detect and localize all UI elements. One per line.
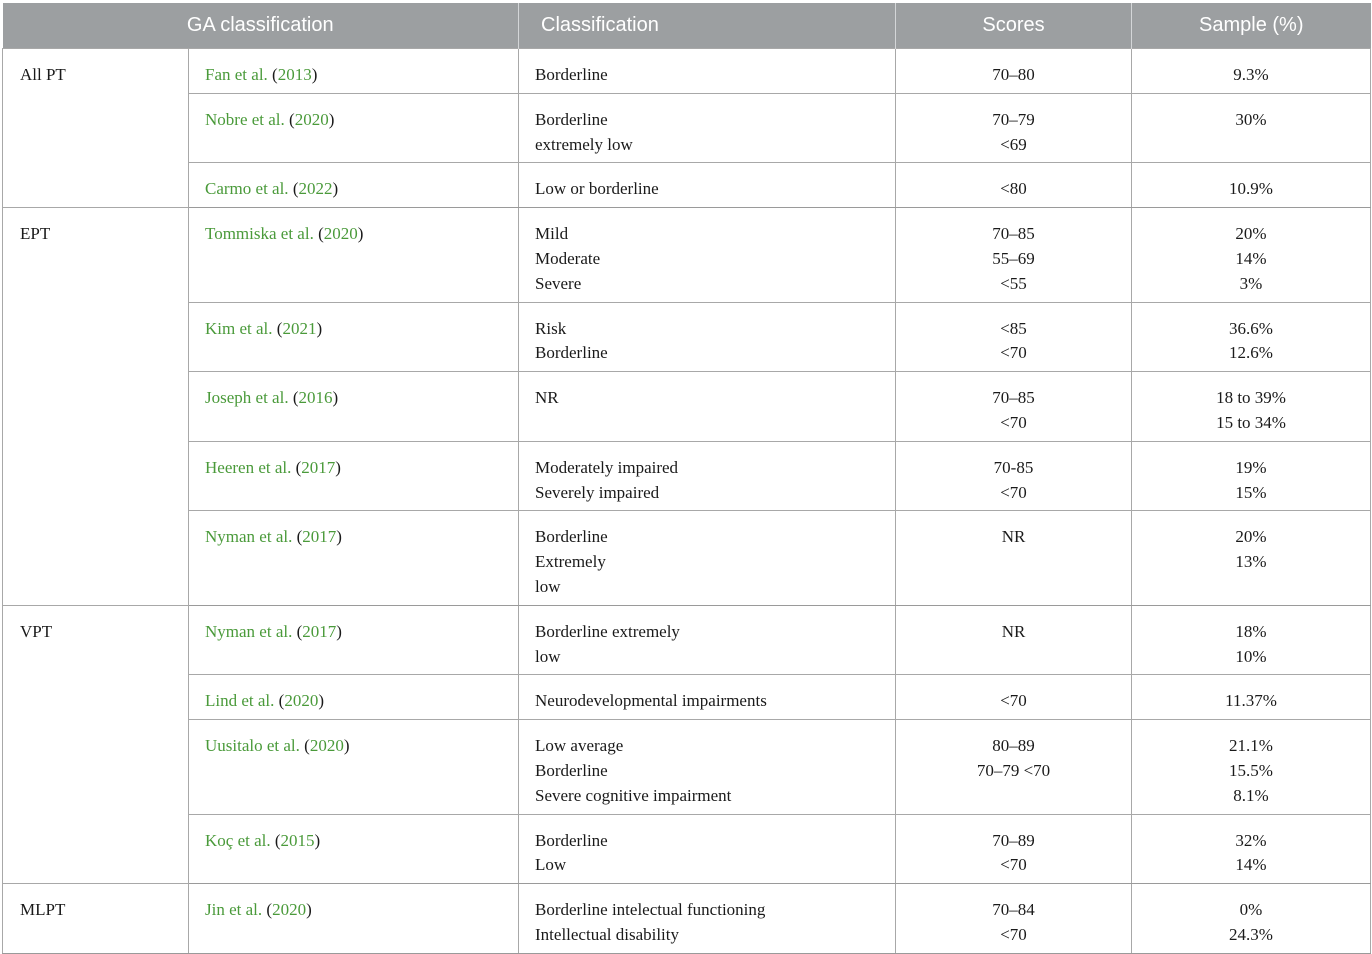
open-paren: ( xyxy=(313,224,324,244)
scores-cell xyxy=(896,93,1132,163)
classification-cell xyxy=(519,208,896,302)
scores-line: <70 xyxy=(1000,855,1027,875)
sample-line: 21.1% xyxy=(1229,736,1273,756)
study-cell xyxy=(189,605,519,675)
sample-line: 36.6% xyxy=(1229,318,1273,338)
open-paren: ( xyxy=(270,830,281,850)
sample-line: 10% xyxy=(1235,646,1267,666)
scores-line: <70 xyxy=(1000,482,1027,502)
sample-cell xyxy=(1132,511,1371,605)
sample-cell xyxy=(1132,675,1371,720)
scores-cell xyxy=(896,441,1132,511)
scores-cell xyxy=(896,511,1132,605)
table-row xyxy=(3,372,1371,442)
scores-cell xyxy=(896,675,1132,720)
study-author-link[interactable]: Tommiska et al. xyxy=(205,224,314,244)
table-row xyxy=(3,93,1371,163)
sample-line: 15% xyxy=(1235,482,1267,502)
open-paren: ( xyxy=(292,621,303,641)
classification-line: Extremely xyxy=(535,552,606,572)
close-paren: ) xyxy=(316,318,323,338)
sample-cell xyxy=(1132,605,1371,675)
close-paren: ) xyxy=(336,621,342,641)
study-year-link[interactable]: 2016 xyxy=(298,388,333,408)
classification-line: Moderately impaired xyxy=(535,457,679,477)
sample-line: 11.37% xyxy=(1225,691,1277,711)
scores-line: <69 xyxy=(1000,134,1027,154)
sample-line: 8.1% xyxy=(1233,785,1269,805)
sample-line: 20% xyxy=(1235,527,1267,547)
classification-line: Neurodevelopmental impairments xyxy=(535,691,767,711)
study-cell xyxy=(189,814,519,884)
open-paren: ( xyxy=(288,179,299,199)
classification-line: Borderline xyxy=(535,65,608,84)
study-author-link[interactable]: Fan et al. xyxy=(205,65,268,84)
study-year-link[interactable]: 2020 xyxy=(309,736,344,756)
classification-line: Risk xyxy=(535,318,567,338)
classification-cell xyxy=(519,511,896,605)
classification-cell xyxy=(519,814,896,884)
classification-cell xyxy=(519,605,896,675)
open-paren: ( xyxy=(284,109,295,129)
open-paren: ( xyxy=(267,65,278,84)
open-paren: ( xyxy=(272,318,283,338)
sample-line: 24.3% xyxy=(1229,924,1273,944)
close-paren: ) xyxy=(335,457,341,477)
scores-line: 70–84 xyxy=(992,900,1035,920)
header-scores: Scores xyxy=(896,3,1132,49)
scores-line: 70–85 xyxy=(992,388,1035,408)
sample-cell xyxy=(1132,93,1371,163)
scores-line: 55–69 xyxy=(992,248,1035,268)
study-cell xyxy=(189,441,519,511)
sample-line: 32% xyxy=(1235,830,1267,850)
table-row xyxy=(3,49,1371,94)
study-cell xyxy=(189,372,519,442)
close-paren: ) xyxy=(314,830,321,850)
scores-cell xyxy=(896,720,1132,814)
scores-line: <70 xyxy=(1000,412,1027,432)
scores-line: <80 xyxy=(1000,179,1027,199)
sample-line: 9.3% xyxy=(1233,65,1269,84)
classification-cell xyxy=(519,441,896,511)
table-row xyxy=(3,441,1371,511)
classification-cell xyxy=(519,163,896,208)
scores-cell xyxy=(896,49,1132,94)
scores-cell xyxy=(896,884,1132,954)
classification-line: Severe xyxy=(535,273,582,293)
sample-cell xyxy=(1132,884,1371,954)
classification-line: Borderline xyxy=(535,109,608,129)
study-cell xyxy=(189,720,519,814)
scores-cell xyxy=(896,372,1132,442)
close-paren: ) xyxy=(318,691,324,711)
sample-cell xyxy=(1132,720,1371,814)
scores-line: 70–89 xyxy=(992,830,1035,850)
scores-line: NR xyxy=(1001,621,1026,641)
classification-line: Intellectual disability xyxy=(535,924,680,944)
study-cell xyxy=(189,93,519,163)
sample-line: 14% xyxy=(1235,248,1267,268)
scores-line: 70–79 <70 xyxy=(976,760,1051,780)
close-paren: ) xyxy=(328,109,335,129)
study-year-link[interactable]: 2020 xyxy=(284,691,319,711)
classification-cell xyxy=(519,302,896,372)
classification-cell xyxy=(519,884,896,954)
study-cell xyxy=(189,208,519,302)
table-row xyxy=(3,675,1371,720)
scores-line: <70 xyxy=(1000,924,1027,944)
header-sample: Sample (%) xyxy=(1132,3,1371,49)
study-author-link[interactable]: Nobre et al. xyxy=(205,109,285,129)
classification-cell xyxy=(519,49,896,94)
study-year-link[interactable]: 2017 xyxy=(301,457,336,477)
study-author-link[interactable]: Kim et al. xyxy=(205,318,273,338)
sample-line: 13% xyxy=(1235,552,1267,572)
study-year-link[interactable]: 2015 xyxy=(280,830,315,850)
sample-line: 15 to 34% xyxy=(1216,412,1286,432)
study-cell xyxy=(189,163,519,208)
classification-line: Low average xyxy=(535,736,624,756)
scores-cell xyxy=(896,208,1132,302)
sample-line: 19% xyxy=(1235,457,1267,477)
classification-line: Borderline xyxy=(535,830,608,850)
classification-line: Severely impaired xyxy=(535,482,660,502)
close-paren: ) xyxy=(306,900,312,920)
classification-line: Borderline extremely xyxy=(535,621,680,641)
open-paren: ( xyxy=(262,900,273,920)
study-author-link[interactable]: Carmo et al. xyxy=(205,179,289,199)
open-paren: ( xyxy=(299,736,310,756)
ga-classification-table xyxy=(2,3,1371,954)
study-author-link[interactable]: Koç et al. xyxy=(205,830,271,850)
ga-group-cell: MLPT xyxy=(3,884,189,954)
study-author-link[interactable]: Lind et al. xyxy=(205,691,275,711)
classification-cell xyxy=(519,93,896,163)
scores-cell xyxy=(896,605,1132,675)
scores-cell xyxy=(896,163,1132,208)
study-year-link[interactable]: 2017 xyxy=(302,527,337,547)
sample-cell xyxy=(1132,49,1371,94)
scores-line: 70–79 xyxy=(992,109,1035,129)
classification-line: Low or borderline xyxy=(535,179,659,199)
classification-line: Moderate xyxy=(535,248,601,268)
classification-line: Borderline xyxy=(535,760,608,780)
classification-line: Borderline xyxy=(535,343,608,363)
scores-line: 70–85 xyxy=(992,224,1035,244)
open-paren: ( xyxy=(292,527,303,547)
study-author-link[interactable]: Joseph et al. xyxy=(205,388,289,408)
header-ga-classification: GA classification xyxy=(3,3,519,49)
sample-cell xyxy=(1132,814,1371,884)
study-author-link[interactable]: Nyman et al. xyxy=(205,527,293,547)
close-paren: ) xyxy=(336,527,342,547)
classification-line: Mild xyxy=(535,224,569,244)
sample-cell xyxy=(1132,441,1371,511)
classification-line: Borderline xyxy=(535,527,608,547)
sample-line: 14% xyxy=(1235,855,1267,875)
classification-line: NR xyxy=(535,388,559,408)
sample-line: 3% xyxy=(1239,273,1263,293)
table-row xyxy=(3,884,1371,954)
open-paren: ( xyxy=(288,388,299,408)
study-year-link[interactable]: 2022 xyxy=(298,179,333,199)
sample-cell xyxy=(1132,372,1371,442)
scores-line: <55 xyxy=(1000,273,1027,293)
scores-line: <70 xyxy=(1000,691,1027,711)
scores-line: 80–89 xyxy=(992,736,1035,756)
sample-line: 30% xyxy=(1235,109,1267,129)
scores-line: NR xyxy=(1001,527,1026,547)
table-row xyxy=(3,208,1371,302)
classification-cell xyxy=(519,372,896,442)
study-year-link[interactable]: 2020 xyxy=(323,224,358,244)
close-paren: ) xyxy=(357,224,364,244)
table-header-row xyxy=(3,3,1371,49)
sample-line: 0% xyxy=(1239,900,1263,920)
sample-line: 10.9% xyxy=(1229,179,1273,199)
study-year-link[interactable]: 2013 xyxy=(277,65,312,84)
scores-cell xyxy=(896,302,1132,372)
study-author-link[interactable]: Heeren et al. xyxy=(205,457,292,477)
study-cell xyxy=(189,884,519,954)
classification-line: low xyxy=(535,646,561,666)
scores-line: <85 xyxy=(1000,318,1027,338)
study-year-link[interactable]: 2021 xyxy=(282,318,317,338)
scores-line: 70–80 xyxy=(992,65,1035,84)
study-cell xyxy=(189,302,519,372)
study-cell xyxy=(189,511,519,605)
classification-line: Severe cognitive impairment xyxy=(535,785,732,805)
study-author-link[interactable]: Jin et al. xyxy=(205,900,263,920)
scores-line: <70 xyxy=(1000,343,1027,363)
open-paren: ( xyxy=(291,457,302,477)
table-body xyxy=(3,49,1371,954)
close-paren: ) xyxy=(311,65,318,84)
sample-line: 18% xyxy=(1235,621,1267,641)
study-author-link[interactable]: Nyman et al. xyxy=(205,621,293,641)
table-row xyxy=(3,302,1371,372)
sample-line: 15.5% xyxy=(1229,760,1273,780)
sample-cell xyxy=(1132,163,1371,208)
sample-cell xyxy=(1132,208,1371,302)
sample-line: 20% xyxy=(1235,224,1267,244)
study-author-link[interactable]: Uusitalo et al. xyxy=(205,736,300,756)
header-classification: Classification xyxy=(519,3,896,49)
table-row xyxy=(3,511,1371,605)
table-row xyxy=(3,163,1371,208)
study-cell xyxy=(189,49,519,94)
classification-line: low xyxy=(535,576,561,596)
study-year-link[interactable]: 2020 xyxy=(294,109,329,129)
table-row xyxy=(3,720,1371,814)
sample-line: 18 to 39% xyxy=(1216,388,1286,408)
ga-group-cell: EPT xyxy=(3,208,189,606)
study-year-link[interactable]: 2020 xyxy=(272,900,307,920)
scores-line: 70-85 xyxy=(993,457,1034,477)
close-paren: ) xyxy=(332,179,339,199)
sample-cell xyxy=(1132,302,1371,372)
classification-cell xyxy=(519,720,896,814)
classification-line: Borderline intelectual functioning xyxy=(535,900,766,920)
classification-line: Low xyxy=(535,855,567,875)
ga-group-cell: VPT xyxy=(3,605,189,883)
open-paren: ( xyxy=(274,691,285,711)
classification-line: extremely low xyxy=(535,134,633,154)
ga-group-cell: All PT xyxy=(3,49,189,208)
scores-cell xyxy=(896,814,1132,884)
study-cell xyxy=(189,675,519,720)
table-row xyxy=(3,605,1371,675)
classification-cell xyxy=(519,675,896,720)
close-paren: ) xyxy=(332,388,339,408)
close-paren: ) xyxy=(343,736,350,756)
sample-line: 12.6% xyxy=(1229,343,1273,363)
table-row xyxy=(3,814,1371,884)
study-year-link[interactable]: 2017 xyxy=(302,621,337,641)
